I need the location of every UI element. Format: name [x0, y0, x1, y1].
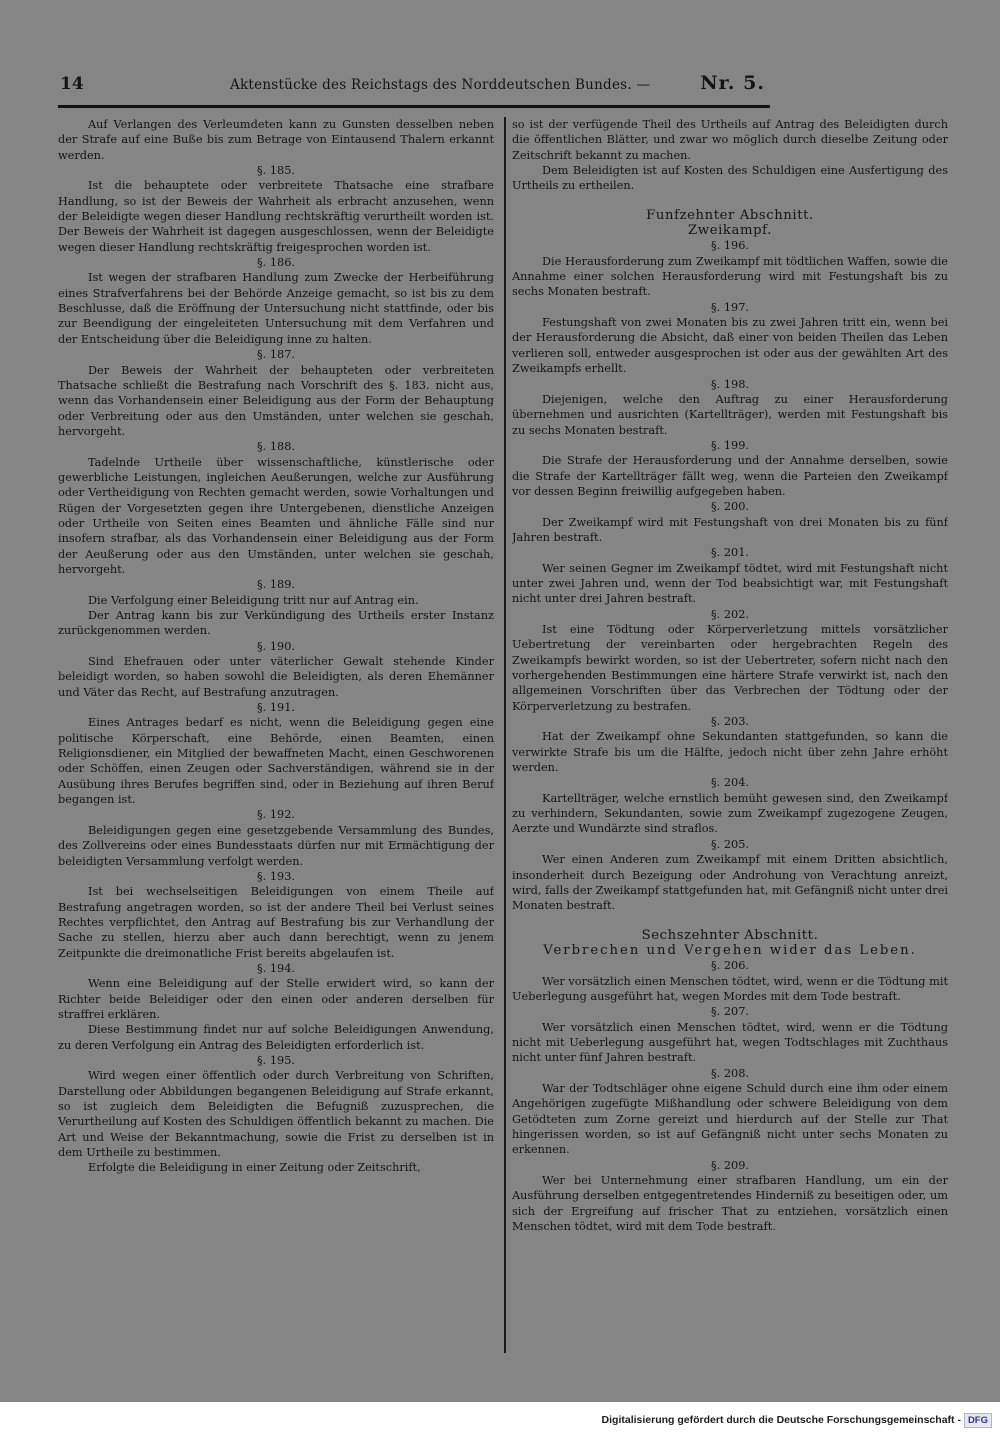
body-paragraph: Erfolgte die Beleidigung in einer Zeitung oder Zeitschrift,: [88, 1161, 421, 1175]
paragraph-number: §. 197.: [711, 300, 749, 314]
paragraph-number: §. 203.: [711, 715, 749, 729]
paragraph-number: §. 188.: [257, 440, 295, 454]
paragraph-number: §. 196.: [711, 239, 749, 253]
paragraph-number: §. 186.: [257, 256, 295, 270]
header-rule: [58, 105, 770, 108]
body-paragraph: Ist bei wechselseitigen Beleidigungen von einem Theile auf Bestrafung angetragen worden, so ist der andere Theil bei Verlust seines Rechtes verpflichtet, den Antrag auf Bestrafung bis zur Verhandlung der Sache zu stellen, hierzu aber auch dann berechtigt, wenn zu jenem Zeitpunkte die dreimonatliche Frist bereits abgelaufen ist.: [58, 885, 494, 960]
body-paragraph: Diejenigen, welche den Auftrag zu einer Herausforderung übernehmen und ausrichten (Kartellträger), werden mit Festungshaft bis zu sechs Monaten bestraft.: [512, 392, 948, 437]
body-paragraph: Auf Verlangen des Verleumdeten kann zu Gunsten desselben neben der Strafe auf eine Buße bis zum Betrage von Eintausend Thalern erkannt werden.: [58, 118, 494, 162]
body-paragraph: Ist wegen der strafbaren Handlung zum Zwecke der Herbeiführung eines Strafverfahrens bei der Behörde Anzeige gemacht, so ist bis zu dem Beschlusse, daß die Eröffnung der Untersuchung nicht stattfinde, oder bis zur Beendigung der eingeleiteten Untersuchung mit dem Verfahren und der Entscheidung über die Beleidigung inne zu halten.: [58, 271, 494, 346]
paragraph-number: §. 187.: [257, 348, 295, 362]
paragraph-number: §. 189.: [257, 578, 295, 592]
paragraph-number: §. 190.: [257, 639, 295, 653]
footer-credit: [602, 1412, 992, 1428]
paragraph-number: §. 202.: [711, 607, 749, 621]
page-number: 14: [60, 74, 84, 94]
column-divider: [504, 117, 506, 1353]
paragraph-number: §. 204.: [711, 776, 749, 790]
paragraph-number: §. 198.: [711, 377, 749, 391]
body-paragraph: Ist die behauptete oder verbreitete Thatsache eine strafbare Handlung, so ist der Beweis der Wahrheit als erbracht anzusehen, wenn der Beleidigte wegen dieser Handlung rechtskräftig verurtheilt worden ist. Der Beweis der Wahrheit ist dagegen ausgeschlossen, wenn der Beleidigte wegen dieser Handlung rechtskräftig freigesprochen worden ist.: [58, 179, 494, 254]
paragraph-number: §. 195.: [257, 1053, 295, 1067]
body-paragraph: Festungshaft von zwei Monaten bis zu zwei Jahren tritt ein, wenn bei der Herausforderung die Absicht, daß einer von beiden Theilen das Leben verlieren soll, entweder ausgesprochen ist oder aus der gewählten Art des Zweikampfs erhellt.: [512, 316, 948, 376]
paragraph-number: §. 200.: [711, 500, 749, 514]
body-paragraph: Wer bei Unternehmung einer strafbaren Handlung, um ein der Ausführung derselben entgegentretendes Hinderniß zu beseitigen oder, um sich der Ergreifung auf frischer That zu entziehen, vorsätzlich einen Menschen tödtet, wird mit dem Tode bestraft.: [512, 1174, 948, 1234]
paragraph-number: §. 209.: [711, 1158, 749, 1172]
body-paragraph: Kartellträger, welche ernstlich bemüht gewesen sind, den Zweikampf zu verhindern, Sekundanten, sowie zum Zweikampf zugezogene Zeugen, Aerzte und Wundärzte sind straflos.: [512, 791, 948, 836]
body-paragraph: Die Herausforderung zum Zweikampf mit tödtlichen Waffen, sowie die Annahme einer solchen Herausforderung wird mit Festungshaft bis zu sechs Monaten bestraft.: [512, 254, 948, 299]
section-heading: Sechszehnter Abschnitt.: [641, 927, 819, 943]
body-paragraph: Wer vorsätzlich einen Menschen tödtet, wird, wenn er die Tödtung nicht mit Ueberlegung ausgeführt hat, wegen Todtschlages mit Zuchthaus nicht unter fünf Jahren bestraft.: [512, 1020, 948, 1065]
header-title: Aktenstücke des Reichstags des Norddeutschen Bundes. —: [230, 77, 651, 93]
body-paragraph: Die Verfolgung einer Beleidigung tritt nur auf Antrag ein.: [88, 593, 419, 607]
footer-text: Digitalisierung gefördert durch die Deutsche Forschungsgemeinschaft -: [601, 1414, 961, 1426]
body-paragraph: Beleidigungen gegen eine gesetzgebende Versammlung des Bundes, des Zollvereins oder eines Bundesstaats dürfen nur mit Ermächtigung der beleidigten Versammlung verfolgt werden.: [58, 823, 494, 868]
page-header: [60, 70, 765, 110]
paragraph-number: §. 206.: [711, 959, 749, 973]
section-heading: Zweikampf.: [688, 223, 772, 239]
section-subheading: Verbrechen und Vergehen wider das Leben.: [543, 942, 917, 958]
body-paragraph: Der Zweikampf wird mit Festungshaft von drei Monaten bis zu fünf Jahren bestraft.: [512, 515, 948, 544]
body-paragraph: Der Antrag kann bis zur Verkündigung des Urtheils erster Instanz zurückgenommen werden.: [58, 609, 494, 638]
body-paragraph: Tadelnde Urtheile über wissenschaftliche, künstlerische oder gewerbliche Leistungen, ingleichen Aeußerungen, welche zur Ausführung oder Vertheidigung von Rechten gemacht werden, sowie Vorhaltungen und Rügen der Vorgesetzten gegen ihre Untergebenen, dienstliche Anzeigen oder Urtheile von Seiten eines Beamten und ähnliche Fälle sind nur insofern strafbar, als das Vorhandensein einer Beleidigung aus der Form der Aeußerung oder aus den Umständen, unter welchen sie geschah, hervorgeht.: [58, 455, 494, 576]
paragraph-number: §. 205.: [711, 837, 749, 851]
body-paragraph: so ist der verfügende Theil des Urtheils auf Antrag des Beleidigten durch die öffentlichen Blätter, und zwar wo möglich durch dieselbe Zeitung oder Zeitschrift bekannt zu machen.: [512, 118, 948, 162]
body-paragraph: Eines Antrages bedarf es nicht, wenn die Beleidigung gegen eine politische Körperschaft, eine Behörde, einen Beamten, einen Religionsdiener, ein Mitglied der bewaffneten Macht, einen Geschworenen oder Schöffen, einen Zeugen oder Sachverständigen, während sie in der Ausübung ihres Berufes begriffen sind, oder in Beziehung auf ihren Beruf begangen ist.: [58, 716, 494, 807]
body-paragraph: Wer vorsätzlich einen Menschen tödtet, wird, wenn er die Tödtung mit Ueberlegung ausgeführt hat, wegen Mordes mit dem Tode bestraft.: [512, 974, 948, 1003]
paragraph-number: §. 191.: [257, 701, 295, 715]
paragraph-number: §. 192.: [257, 808, 295, 822]
paragraph-number: §. 199.: [711, 438, 749, 452]
paragraph-number: §. 201.: [711, 546, 749, 560]
right-column: [512, 117, 948, 1357]
paragraph-number: §. 208.: [711, 1066, 749, 1080]
paragraph-number: §. 185.: [257, 164, 295, 178]
document-number: Nr. 5.: [700, 72, 765, 94]
section-gap: [512, 914, 948, 928]
paragraph-number: §. 207.: [711, 1005, 749, 1019]
left-column: [58, 117, 494, 1357]
body-paragraph: Sind Ehefrauen oder unter väterlicher Gewalt stehende Kinder beleidigt worden, so haben sowohl die Beleidigten, als deren Ehemänner und Väter das Recht, auf Bestrafung anzutragen.: [58, 655, 494, 699]
body-paragraph: Die Strafe der Herausforderung und der Annahme derselben, sowie die Strafe der Kartellträger fällt weg, wenn die Parteien den Zweikampf vor dessen Beginn freiwillig aufgegeben haben.: [512, 454, 948, 498]
body-paragraph: Diese Bestimmung findet nur auf solche Beleidigungen Anwendung, zu deren Verfolgung ein Antrag des Beleidigten erforderlich ist.: [58, 1023, 494, 1052]
paragraph-number: §. 194.: [257, 961, 295, 975]
body-paragraph: Der Beweis der Wahrheit der behaupteten oder verbreiteten Thatsache schließt die Bestrafung nach Vorschrift des §. 183. nicht aus, wenn das Vorhandensein einer Beleidigung aus der Form der Behauptung oder Verbreitung oder aus den Umständen, unter welchen sie geschah, hervorgeht.: [58, 363, 494, 438]
body-paragraph: Dem Beleidigten ist auf Kosten des Schuldigen eine Ausfertigung des Urtheils zu ertheilen.: [512, 164, 948, 193]
body-paragraph: Ist eine Tödtung oder Körperverletzung mittels vorsätzlicher Uebertretung der vereinbarten oder hergebrachten Regeln des Zweikampfs bewirkt worden, so ist der Uebertreter, sofern nicht nach den vorhergehenden Bestimmungen eine härtere Strafe verwirkt ist, nach den allgemeinen Vorschriften über das Verbrechen der Tödtung oder der Körperverletzung zu bestrafen.: [512, 623, 948, 713]
paragraph-number: §. 193.: [257, 869, 295, 883]
section-gap: [512, 194, 948, 208]
body-paragraph: War der Todtschläger ohne eigene Schuld durch eine ihm oder einem Angehörigen zugefügte Mißhandlung oder schwere Beleidigung von dem Getödteten zum Zorne gereizt und hierdurch auf der Stelle zur That hingerissen worden, so ist auf Gefängniß nicht unter sechs Monaten zu erkennen.: [512, 1081, 948, 1157]
section-heading: Funfzehnter Abschnitt.: [646, 207, 814, 223]
body-paragraph: Wer seinen Gegner im Zweikampf tödtet, wird mit Festungshaft nicht unter zwei Jahren und, wenn der Tod beabsichtigt war, mit Festungshaft nicht unter drei Jahren bestraft.: [512, 561, 948, 606]
body-paragraph: Hat der Zweikampf ohne Sekundanten stattgefunden, so kann die verwirkte Strafe bis um die Hälfte, jedoch nicht über zehn Jahre erhöht werden.: [512, 730, 948, 775]
body-paragraph: Wenn eine Beleidigung auf der Stelle erwidert wird, so kann der Richter beide Beleidiger oder den einen oder anderen derselben für straffrei erklären.: [58, 977, 494, 1021]
body-paragraph: Wer einen Anderen zum Zweikampf mit einem Dritten absichtlich, insonderheit durch Bezeigung oder Androhung von Verachtung anreizt, wird, falls der Zweikampf stattgefunden hat, mit Gefängniß nicht unter drei Monaten bestraft.: [512, 853, 948, 913]
body-paragraph: Wird wegen einer öffentlich oder durch Verbreitung von Schriften, Darstellung oder Abbildungen begangenen Beleidigung auf Strafe erkannt, so ist zugleich dem Beleidigten die Befugniß zuzusprechen, die Verurtheilung auf Kosten des Schuldigen öffentlich bekannt zu machen. Die Art und Weise der Bekanntmachung, sowie die Frist zu derselben ist in dem Urtheile zu bestimmen.: [58, 1069, 494, 1160]
dfg-logo: DFG: [964, 1413, 992, 1428]
